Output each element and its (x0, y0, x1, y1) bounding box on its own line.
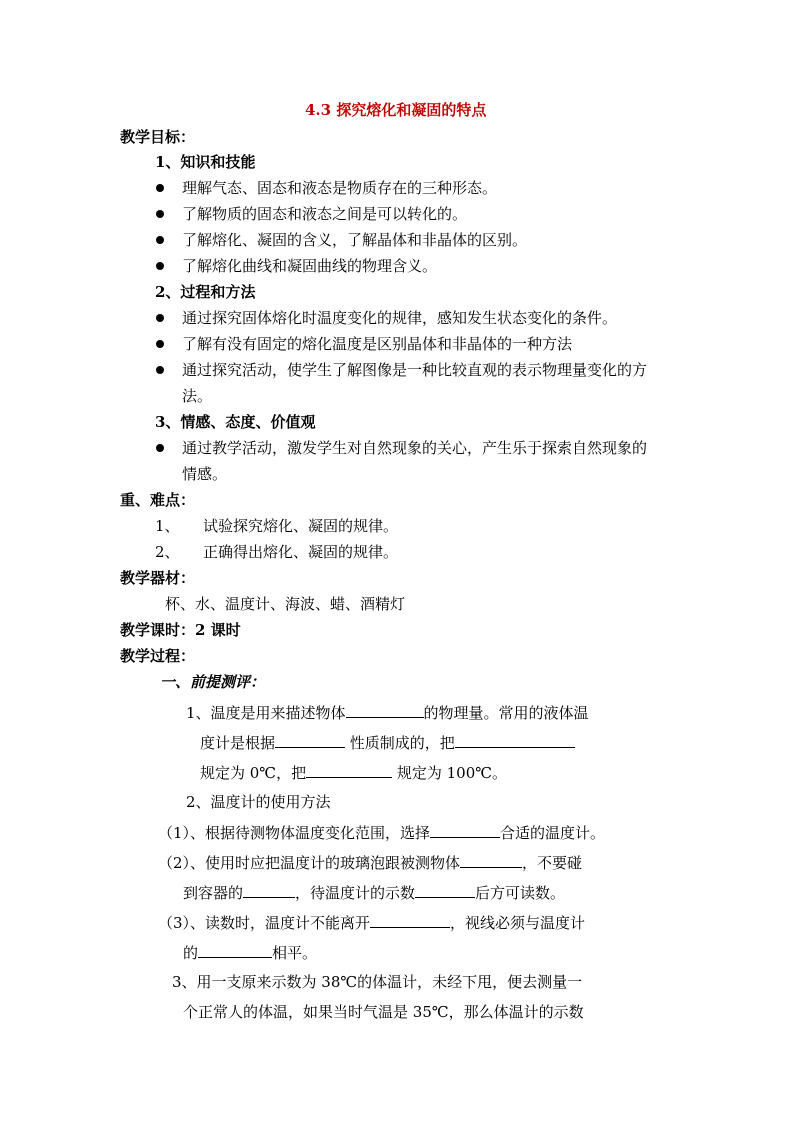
question-text: （2）、使用时应把温度计的玻璃泡跟被测物体 (158, 854, 461, 872)
bullet-icon (156, 210, 164, 218)
section-knowledge-heading: 1、知识和技能 (155, 153, 256, 171)
fill-blank (243, 882, 295, 898)
question-line (186, 702, 589, 723)
section-attitude-heading: 3、情感、态度、价值观 (155, 413, 316, 431)
question-text: ，待温度计的示数 (295, 884, 416, 902)
question-text: 的 (183, 944, 199, 962)
list-item-continuation: 情感。 (182, 465, 228, 483)
question-line (183, 882, 565, 903)
bullet-icon (156, 184, 164, 192)
list-item-continuation: 法。 (182, 387, 213, 405)
question-text: 规定为 100℃。 (392, 764, 508, 782)
section-process-heading: 2、过程和方法 (155, 283, 256, 301)
fill-blank (455, 732, 575, 748)
keypoints-heading: 重、难点： (120, 491, 196, 509)
list-item: 通过探究固体熔化时温度变化的规律，感知发生状态变化的条件。 (182, 309, 618, 327)
list-item: 理解气态、固态和液态是物质存在的三种形态。 (182, 179, 498, 197)
process-heading: 教学过程： (120, 647, 196, 665)
question-text: 到容器的 (183, 884, 244, 902)
question-text: 性质制成的，把 (345, 734, 455, 752)
question-text: 1、温度是用来描述物体 (186, 704, 346, 722)
fill-blank (430, 822, 500, 838)
question-text: 度计是根据 (200, 734, 276, 752)
question-line (200, 762, 507, 783)
materials-heading: 教学器材： (120, 569, 196, 587)
question-text: 个正常人的体温，如果当时气温是 35℃，那么体温计的示数 (183, 1003, 584, 1021)
keypoint-text: 正确得出熔化、凝固的规律。 (203, 543, 399, 561)
question-text: 3、用一支原来示数为 38℃的体温计，未经下甩，便去测量一 (172, 973, 583, 991)
fill-blank (306, 762, 392, 778)
question-text: 2、温度计的使用方法 (186, 793, 331, 811)
question-line (200, 732, 575, 753)
fill-blank (198, 942, 272, 958)
bullet-icon (156, 314, 164, 322)
list-item: 了解有没有固定的熔化温度是区别晶体和非晶体的一种方法 (182, 335, 573, 353)
fill-blank (346, 702, 424, 718)
hours-heading: 教学课时：2 课时 (120, 621, 241, 639)
list-item: 了解熔化、凝固的含义，了解晶体和非晶体的区别。 (182, 231, 528, 249)
question-text: 的物理量。常用的液体温 (423, 704, 589, 722)
question-text: 规定为 0℃，把 (200, 764, 307, 782)
bullet-icon (156, 366, 164, 374)
keypoint-number: 2、 (155, 543, 180, 561)
fill-blank (275, 732, 345, 748)
bullet-icon (156, 262, 164, 270)
fill-blank (415, 882, 475, 898)
page-title: 4.3 探究熔化和凝固的特点 (305, 101, 487, 119)
question-line (158, 912, 585, 933)
question-text: ，不要碰 (522, 854, 583, 872)
question-text: 相平。 (272, 944, 318, 962)
materials-text: 杯、水、温度计、海波、蜡、酒精灯 (165, 595, 406, 613)
question-line (183, 942, 317, 963)
keypoint-text: 试验探究熔化、凝固的规律。 (203, 517, 399, 535)
question-line (158, 822, 605, 843)
bullet-icon (156, 340, 164, 348)
list-item: 通过探究活动，使学生了解图像是一种比较直观的表示物理量变化的方 (182, 361, 648, 379)
question-text: 后方可读数。 (475, 884, 566, 902)
question-text: （1）、根据待测物体温度变化范围，选择 (158, 824, 431, 842)
question-text: 合适的温度计。 (500, 824, 606, 842)
bullet-icon (156, 444, 164, 452)
subsection-heading: 一、前提测评： (160, 673, 266, 691)
question-line (158, 852, 582, 873)
list-item: 了解熔化曲线和凝固曲线的物理含义。 (182, 257, 438, 275)
objectives-heading: 教学目标： (120, 128, 196, 146)
fill-blank (370, 912, 450, 928)
question-text: ，视线必须与温度计 (450, 914, 586, 932)
list-item: 了解物质的固态和液态之间是可以转化的。 (182, 205, 468, 223)
fill-blank (460, 852, 522, 868)
bullet-icon (156, 236, 164, 244)
list-item: 通过教学活动，激发学生对自然现象的关心，产生乐于探索自然现象的 (182, 439, 648, 457)
keypoint-number: 1、 (155, 517, 180, 535)
question-text: （3）、读数时，温度计不能离开 (158, 914, 371, 932)
